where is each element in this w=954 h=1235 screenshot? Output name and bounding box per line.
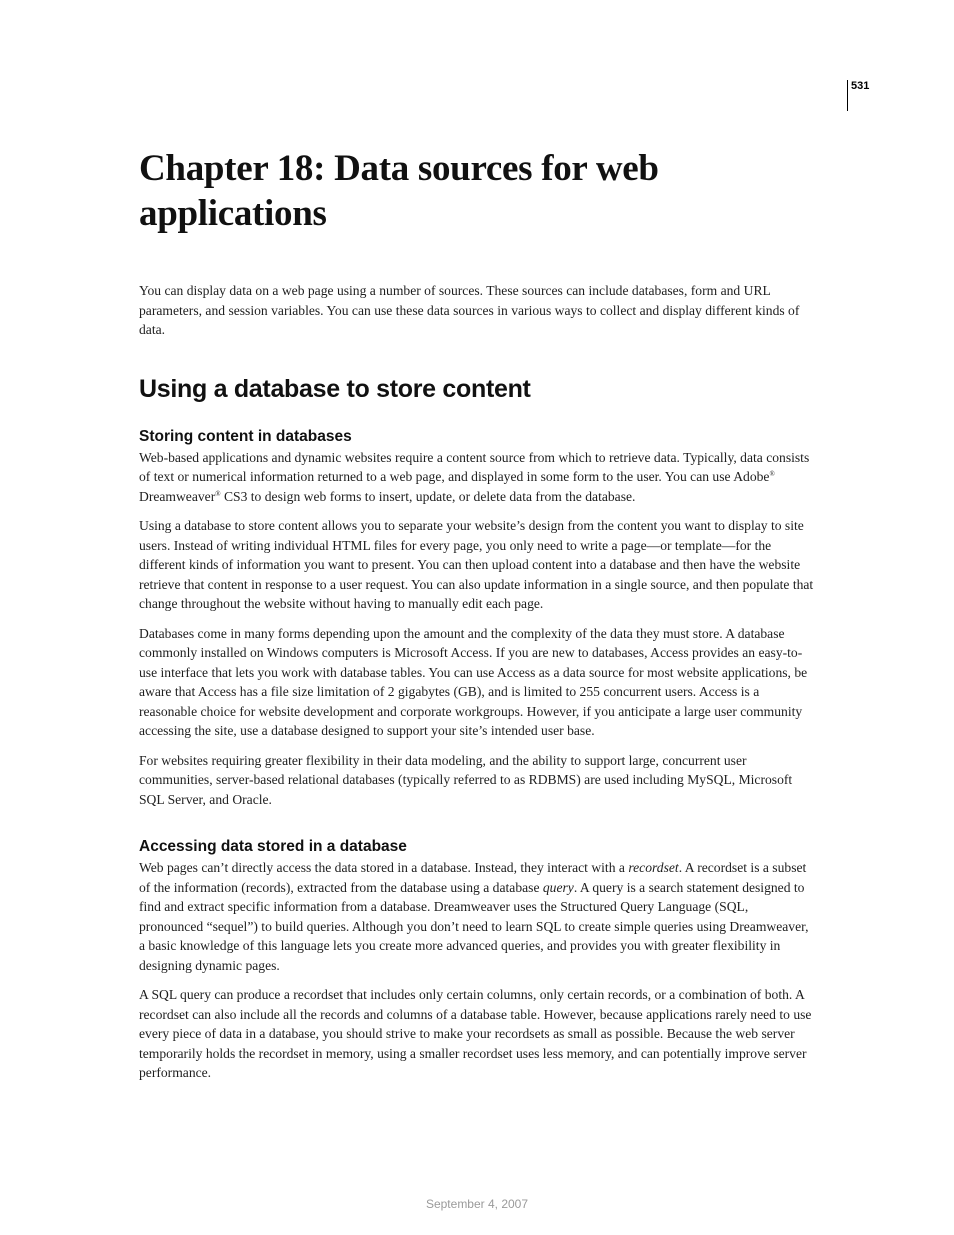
registered-mark: ®	[215, 489, 221, 498]
chapter-title	[139, 146, 815, 236]
storing-paragraph-4: For websites requiring greater flexibility in their data modeling, and the ability to support large, concurrent user communities, server-based relational databases (typically referred to as RDBMS) are used including MySQL, Microsoft SQL Server, and Oracle.	[139, 752, 793, 807]
term-query: query	[542, 879, 574, 895]
subsection-title-accessing: Accessing data stored in a database	[139, 838, 407, 855]
page-number: 531	[851, 80, 870, 92]
storing-paragraph-1: Web-based applications and dynamic websites require a content source from which to retrieve data. Typically, data consists of text or numerical information returned to a web page, and displayed in some form to the user. You can use Adobe® Dreamweaver® CS3 to design web forms to insert, update, or delete data from the database.	[139, 449, 810, 504]
intro-paragraph: You can display data on a web page using a number of sources. These sources can include databases, form and URL parameters, and session variables. You can use these data sources in various ways to collect and display different kinds of data.	[139, 283, 800, 337]
accessing-paragraph-2: A SQL query can produce a recordset that includes only certain columns, only certain records, or a combination of both. A recordset can also include all the records and columns of a database table. However, because applications rarely need to use every piece of data in a database, you should strive to make your recordsets as small as possible. Because the web server temporarily holds the recordset in memory, using a smaller recordset uses less memory, and can potentially improve server performance.	[139, 987, 812, 1080]
subsection-title-storing: Storing content in databases	[139, 427, 352, 445]
storing-paragraph-3: Databases come in many forms depending upon the amount and the complexity of the data they must store. A database commonly installed on Windows computers is Microsoft Access. If you are new to databases, Access provides an easy-to-use interface that lets you work with database tables. You can use Access as a data source for most website applications, be aware that Access has a file size limitation of 2 gigabytes (GB), and is limited to 255 concurrent users. Access is a reasonable choice for website development and corporate workgroups. However, if you anticipate a large user community accessing the site, use a database designed to support your site’s intended user base.	[139, 625, 808, 738]
page-number-rule	[847, 80, 848, 111]
storing-paragraph-2: Using a database to store content allows you to separate your website’s design from the content you want to display to site users. Instead of writing individual HTML files for every page, you only need to write a page—or template—for the different kinds of information you want to present. You can then upload content into a database and then have the website retrieve that content in response to a user request. You can also update information in a single source, and then populate that change throughout the website without having to manually edit each page.	[139, 518, 814, 611]
page-content	[139, 146, 815, 1093]
term-recordset: recordset	[628, 860, 679, 875]
accessing-paragraph-1: Web pages can’t directly access the data stored in a database. Instead, they interact with a recordset. A recordset is a subset of the information (records), extracted from the database using a database query. A query is a search statement designed to find and extract specific information from a database. Dreamweaver uses the Structured Query Language (SQL, pronounced “sequel”) to build queries. Although you don’t need to learn SQL to create simple queries using Dreamweaver, a basic knowledge of this language lets you create more advanced queries, and provides you with greater flexibility in designing dynamic pages.	[139, 860, 809, 973]
footer-date: September 4, 2007	[425, 1197, 529, 1211]
section-title: Using a database to store content	[139, 374, 531, 403]
registered-mark: ®	[769, 470, 775, 478]
chapter-title-line1: Chapter 18: Data sources for web	[139, 148, 659, 189]
chapter-title-line2: applications	[139, 193, 327, 234]
